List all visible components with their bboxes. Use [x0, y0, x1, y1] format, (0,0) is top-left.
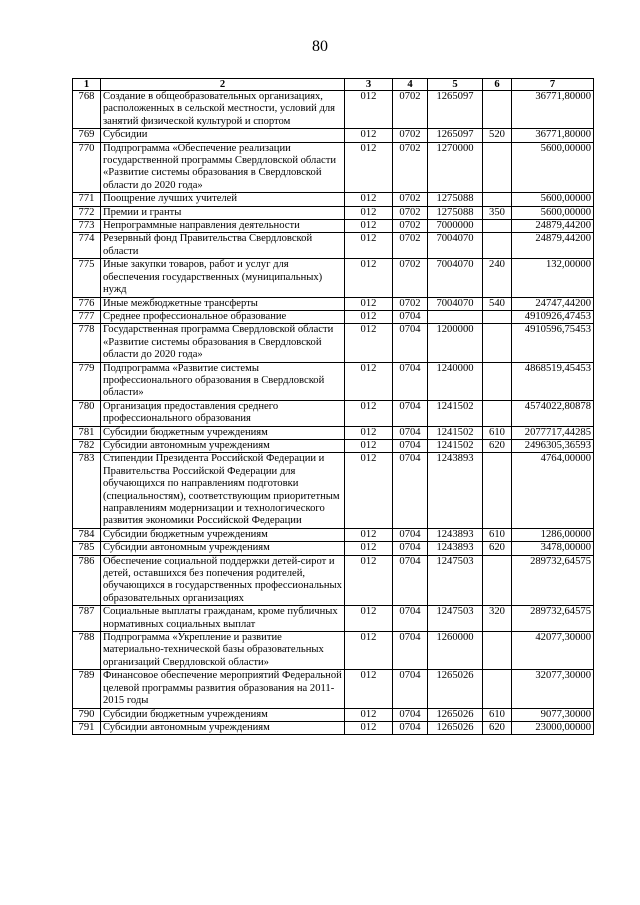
amount-cell: 289732,64575: [512, 555, 594, 606]
table-row: [73, 632, 594, 670]
admin-code-cell: 012: [345, 310, 393, 323]
table-row: [73, 362, 594, 400]
target-item-code-cell: 1270000: [428, 142, 483, 193]
section-code-cell: 0704: [393, 362, 428, 400]
row-number-cell: 784: [73, 528, 101, 541]
target-item-code-cell: 1260000: [428, 632, 483, 670]
table-row: [73, 259, 594, 297]
item-name-cell: Субсидии бюджетным учреждениям: [101, 528, 345, 541]
row-number-cell: 778: [73, 324, 101, 362]
expense-type-code-cell: [483, 233, 512, 259]
table-row: [73, 426, 594, 439]
column-header: 3: [345, 79, 393, 91]
expense-type-code-cell: 620: [483, 542, 512, 555]
table-row: [73, 528, 594, 541]
amount-cell: 32077,30000: [512, 670, 594, 708]
row-number-cell: 787: [73, 606, 101, 632]
target-item-code-cell: 1200000: [428, 324, 483, 362]
expense-type-code-cell: 620: [483, 439, 512, 452]
item-name-cell: Подпрограмма «Обеспечение реализации государственной программы Свердловской области «Развитие системы образования в Свердловской области до 2020 года»: [101, 142, 345, 193]
amount-cell: 5600,00000: [512, 193, 594, 206]
budget-table: [72, 78, 594, 735]
amount-cell: 42077,30000: [512, 632, 594, 670]
admin-code-cell: 012: [345, 632, 393, 670]
row-number-cell: 776: [73, 297, 101, 310]
amount-cell: 2496305,36593: [512, 439, 594, 452]
expense-type-code-cell: 320: [483, 606, 512, 632]
section-code-cell: 0704: [393, 310, 428, 323]
section-code-cell: 0702: [393, 206, 428, 219]
amount-cell: 4764,00000: [512, 453, 594, 528]
item-name-cell: Создание в общеобразовательных организациях, расположенных в сельской местности, условий для занятий физической культурой и спортом: [101, 91, 345, 129]
expense-type-code-cell: [483, 670, 512, 708]
row-number-cell: 772: [73, 206, 101, 219]
table-row: [73, 542, 594, 555]
item-name-cell: Иные межбюджетные трансферты: [101, 297, 345, 310]
row-number-cell: 773: [73, 220, 101, 233]
section-code-cell: 0704: [393, 708, 428, 721]
section-code-cell: 0704: [393, 632, 428, 670]
row-number-cell: 785: [73, 542, 101, 555]
amount-cell: 4868519,45453: [512, 362, 594, 400]
target-item-code-cell: 7004070: [428, 259, 483, 297]
table-row: [73, 206, 594, 219]
expense-type-code-cell: [483, 142, 512, 193]
table-row: [73, 721, 594, 734]
admin-code-cell: 012: [345, 91, 393, 129]
row-number-cell: 789: [73, 670, 101, 708]
section-code-cell: 0702: [393, 91, 428, 129]
row-number-cell: 782: [73, 439, 101, 452]
target-item-code-cell: 1265097: [428, 129, 483, 142]
row-number-cell: 788: [73, 632, 101, 670]
table-row: [73, 91, 594, 129]
section-code-cell: 0704: [393, 606, 428, 632]
row-number-cell: 779: [73, 362, 101, 400]
amount-cell: 1286,00000: [512, 528, 594, 541]
amount-cell: 24747,44200: [512, 297, 594, 310]
admin-code-cell: 012: [345, 362, 393, 400]
target-item-code-cell: 1265097: [428, 91, 483, 129]
item-name-cell: Поощрение лучших учителей: [101, 193, 345, 206]
amount-cell: 132,00000: [512, 259, 594, 297]
item-name-cell: Субсидии: [101, 129, 345, 142]
target-item-code-cell: 1243893: [428, 528, 483, 541]
expense-type-code-cell: [483, 555, 512, 606]
table-body: [73, 91, 594, 735]
section-code-cell: 0704: [393, 439, 428, 452]
target-item-code-cell: 1275088: [428, 193, 483, 206]
expense-type-code-cell: 240: [483, 259, 512, 297]
admin-code-cell: 012: [345, 233, 393, 259]
target-item-code-cell: 1275088: [428, 206, 483, 219]
expense-type-code-cell: 610: [483, 426, 512, 439]
column-header: 6: [483, 79, 512, 91]
amount-cell: 36771,80000: [512, 129, 594, 142]
target-item-code-cell: 7004070: [428, 233, 483, 259]
expense-type-code-cell: [483, 193, 512, 206]
section-code-cell: 0704: [393, 721, 428, 734]
row-number-cell: 790: [73, 708, 101, 721]
section-code-cell: 0704: [393, 555, 428, 606]
item-name-cell: Финансовое обеспечение мероприятий Федеральной целевой программы развития образования на 2011-2015 годы: [101, 670, 345, 708]
table-row: [73, 708, 594, 721]
section-code-cell: 0704: [393, 528, 428, 541]
table-row: [73, 297, 594, 310]
expense-type-code-cell: [483, 324, 512, 362]
row-number-cell: 780: [73, 400, 101, 426]
column-header: 4: [393, 79, 428, 91]
item-name-cell: Организация предоставления среднего профессионального образования: [101, 400, 345, 426]
target-item-code-cell: 1241502: [428, 426, 483, 439]
amount-cell: 36771,80000: [512, 91, 594, 129]
expense-type-code-cell: [483, 632, 512, 670]
target-item-code-cell: 1241502: [428, 439, 483, 452]
row-number-cell: 786: [73, 555, 101, 606]
amount-cell: 24879,44200: [512, 233, 594, 259]
admin-code-cell: 012: [345, 297, 393, 310]
admin-code-cell: 012: [345, 606, 393, 632]
table-row: [73, 400, 594, 426]
section-code-cell: 0704: [393, 426, 428, 439]
item-name-cell: Субсидии автономным учреждениям: [101, 439, 345, 452]
table-row: [73, 439, 594, 452]
amount-cell: 4574022,80878: [512, 400, 594, 426]
target-item-code-cell: 1243893: [428, 542, 483, 555]
column-header: 5: [428, 79, 483, 91]
amount-cell: 5600,00000: [512, 206, 594, 219]
column-header: 7: [512, 79, 594, 91]
item-name-cell: Обеспечение социальной поддержки детей-сирот и детей, оставшихся без попечения родителей, обучающихся в государственных профессиональных образовательных организациях: [101, 555, 345, 606]
target-item-code-cell: 1241502: [428, 400, 483, 426]
admin-code-cell: 012: [345, 453, 393, 528]
table-row: [73, 324, 594, 362]
target-item-code-cell: [428, 310, 483, 323]
admin-code-cell: 012: [345, 129, 393, 142]
item-name-cell: Премии и гранты: [101, 206, 345, 219]
row-number-cell: 771: [73, 193, 101, 206]
column-header: 1: [73, 79, 101, 91]
target-item-code-cell: 1247503: [428, 606, 483, 632]
admin-code-cell: 012: [345, 708, 393, 721]
section-code-cell: 0704: [393, 453, 428, 528]
row-number-cell: 769: [73, 129, 101, 142]
table-row: [73, 310, 594, 323]
admin-code-cell: 012: [345, 142, 393, 193]
expense-type-code-cell: 540: [483, 297, 512, 310]
amount-cell: 4910926,47453: [512, 310, 594, 323]
target-item-code-cell: 1265026: [428, 708, 483, 721]
row-number-cell: 781: [73, 426, 101, 439]
item-name-cell: Субсидии бюджетным учреждениям: [101, 708, 345, 721]
amount-cell: 3478,00000: [512, 542, 594, 555]
admin-code-cell: 012: [345, 259, 393, 297]
expense-type-code-cell: 620: [483, 721, 512, 734]
section-code-cell: 0702: [393, 233, 428, 259]
target-item-code-cell: 1240000: [428, 362, 483, 400]
item-name-cell: Субсидии бюджетным учреждениям: [101, 426, 345, 439]
table-row: [73, 670, 594, 708]
admin-code-cell: 012: [345, 324, 393, 362]
item-name-cell: Подпрограмма «Укрепление и развитие материально-технической базы образовательных организаций Свердловской области»: [101, 632, 345, 670]
target-item-code-cell: 7004070: [428, 297, 483, 310]
amount-cell: 24879,44200: [512, 220, 594, 233]
admin-code-cell: 012: [345, 400, 393, 426]
admin-code-cell: 012: [345, 670, 393, 708]
amount-cell: 23000,00000: [512, 721, 594, 734]
item-name-cell: Непрограммные направления деятельности: [101, 220, 345, 233]
expense-type-code-cell: 610: [483, 528, 512, 541]
target-item-code-cell: 7000000: [428, 220, 483, 233]
target-item-code-cell: 1265026: [428, 670, 483, 708]
admin-code-cell: 012: [345, 542, 393, 555]
table-row: [73, 606, 594, 632]
admin-code-cell: 012: [345, 721, 393, 734]
item-name-cell: Стипендии Президента Российской Федерации и Правительства Российской Федерации для обучающихся по направлениям подготовки (специальностям), соответствующим приоритетным направлениям модернизации и технологического развития экономики Российской Федерации: [101, 453, 345, 528]
expense-type-code-cell: [483, 220, 512, 233]
table-row: [73, 129, 594, 142]
row-number-cell: 783: [73, 453, 101, 528]
section-code-cell: 0702: [393, 142, 428, 193]
expense-type-code-cell: [483, 91, 512, 129]
expense-type-code-cell: [483, 310, 512, 323]
admin-code-cell: 012: [345, 439, 393, 452]
amount-cell: 2077717,44285: [512, 426, 594, 439]
table-header-row: [73, 79, 594, 91]
row-number-cell: 791: [73, 721, 101, 734]
expense-type-code-cell: 520: [483, 129, 512, 142]
amount-cell: 4910596,75453: [512, 324, 594, 362]
section-code-cell: 0702: [393, 297, 428, 310]
admin-code-cell: 012: [345, 193, 393, 206]
section-code-cell: 0702: [393, 193, 428, 206]
row-number-cell: 768: [73, 91, 101, 129]
item-name-cell: Подпрограмма «Развитие системы профессионального образования в Свердловской области»: [101, 362, 345, 400]
table-row: [73, 453, 594, 528]
expense-type-code-cell: [483, 362, 512, 400]
admin-code-cell: 012: [345, 220, 393, 233]
section-code-cell: 0704: [393, 400, 428, 426]
table-row: [73, 233, 594, 259]
expense-type-code-cell: 610: [483, 708, 512, 721]
amount-cell: 9077,30000: [512, 708, 594, 721]
target-item-code-cell: 1265026: [428, 721, 483, 734]
item-name-cell: Субсидии автономным учреждениям: [101, 542, 345, 555]
expense-type-code-cell: [483, 400, 512, 426]
expense-type-code-cell: 350: [483, 206, 512, 219]
page-number: 80: [312, 38, 328, 55]
amount-cell: 5600,00000: [512, 142, 594, 193]
item-name-cell: Социальные выплаты гражданам, кроме публичных нормативных социальных выплат: [101, 606, 345, 632]
item-name-cell: Среднее профессиональное образование: [101, 310, 345, 323]
row-number-cell: 775: [73, 259, 101, 297]
item-name-cell: Субсидии автономным учреждениям: [101, 721, 345, 734]
section-code-cell: 0702: [393, 129, 428, 142]
section-code-cell: 0704: [393, 324, 428, 362]
table-row: [73, 142, 594, 193]
table-row: [73, 220, 594, 233]
target-item-code-cell: 1243893: [428, 453, 483, 528]
row-number-cell: 777: [73, 310, 101, 323]
table-row: [73, 193, 594, 206]
section-code-cell: 0704: [393, 670, 428, 708]
admin-code-cell: 012: [345, 206, 393, 219]
row-number-cell: 770: [73, 142, 101, 193]
amount-cell: 289732,64575: [512, 606, 594, 632]
admin-code-cell: 012: [345, 555, 393, 606]
target-item-code-cell: 1247503: [428, 555, 483, 606]
section-code-cell: 0702: [393, 220, 428, 233]
admin-code-cell: 012: [345, 426, 393, 439]
item-name-cell: Резервный фонд Правительства Свердловской области: [101, 233, 345, 259]
item-name-cell: Государственная программа Свердловской области «Развитие системы образования в Свердловской области до 2020 года»: [101, 324, 345, 362]
row-number-cell: 774: [73, 233, 101, 259]
section-code-cell: 0702: [393, 259, 428, 297]
table-row: [73, 555, 594, 606]
admin-code-cell: 012: [345, 528, 393, 541]
item-name-cell: Иные закупки товаров, работ и услуг для обеспечения государственных (муниципальных) нужд: [101, 259, 345, 297]
column-header: 2: [101, 79, 345, 91]
expense-type-code-cell: [483, 453, 512, 528]
section-code-cell: 0704: [393, 542, 428, 555]
